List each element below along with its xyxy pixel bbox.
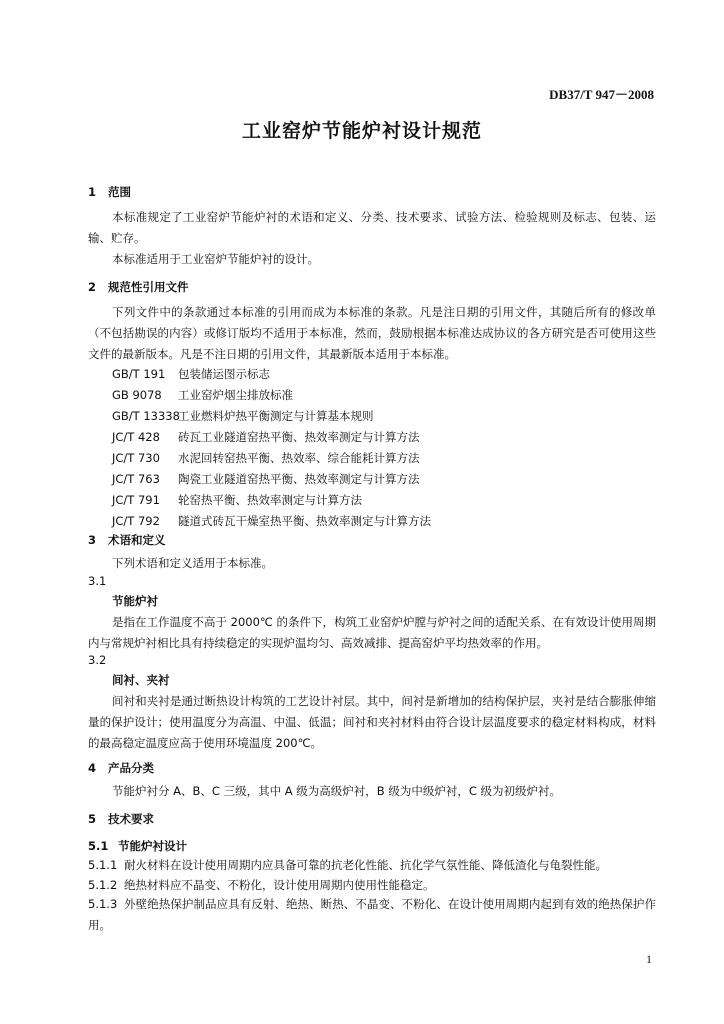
section-number: 3 [88,533,97,547]
reference-item [112,492,362,508]
requirement-text: 外壁绝热保护制品应具有反射、绝热、断热、不晶变、不粉化、在设计使用周期内起到有效的绝热保护作用。 [88,897,656,932]
reference-code: JC/T 791 [112,493,160,507]
section-5-heading [88,811,154,827]
reference-title: 砖瓦工业隧道窑热平衡、热效率测定与计算方法 [178,430,420,444]
section-number: 1 [88,185,97,199]
section-3-heading [88,532,166,548]
term-name: 间衬、夹衬 [112,673,170,687]
document-title: 工业窑炉节能炉衬设计规范 [241,120,482,142]
reference-item [112,450,420,466]
term-number: 3.1 [88,574,107,588]
term-number: 3.2 [88,653,107,667]
reference-item [112,429,420,445]
requirement-item [88,857,607,873]
subsection-title: 节能炉衬设计 [118,839,187,853]
reference-code: GB/T 191 [112,367,166,381]
subsection-number: 5.1 [88,839,109,853]
reference-item [112,366,270,382]
reference-code: JC/T 428 [112,430,160,444]
reference-item [112,387,293,403]
reference-title: 工业燃料炉热平衡测定与计算基本规则 [178,409,374,423]
section-2-heading [88,279,189,295]
reference-code: GB/T 13338 [112,409,180,423]
section-title: 范围 [108,185,131,199]
reference-code: GB 9078 [112,388,162,402]
section-number: 4 [88,761,97,775]
section-4-paragraph-1: 节能炉衬分 A、B、C 三级，其中 A 级为高级炉衬，B 级为中级炉衬，C 级为初级炉衬。 [112,784,562,798]
reference-item [112,408,374,424]
term-name: 节能炉衬 [112,594,158,608]
section-number: 2 [88,280,97,294]
section-title: 产品分类 [108,761,154,775]
term-definition: 间衬和夹衬是通过断热设计构筑的工艺设计衬层。其中，间衬是新增加的结构保护层，夹衬是结合膨胀伸缩量的保护设计；使用温度分为高温、中温、低温；间衬和夹衬材料由符合设计层温度要求的稳定材料构成，材料的最高稳定温度应高于使用环境温度 200℃。 [88,694,656,750]
reference-item [112,513,431,529]
reference-code: JC/T 730 [112,451,160,465]
subsection-heading [88,838,187,854]
term-definition: 是指在工作温度不高于 2000℃ 的条件下，构筑工业窑炉炉膛与炉衬之间的适配关系、在有效设计使用周期内与常规炉衬相比具有持续稳定的实现炉温均匀、高效减排、提高窑炉平均热效率的作用。 [88,615,656,650]
requirement-item [88,894,656,936]
standard-code: DB37/T 947－2008 [549,87,654,102]
reference-title: 包装储运图示标志 [178,367,270,381]
reference-item [112,471,420,487]
section-title: 规范性引用文件 [108,280,189,294]
reference-title: 工业窑炉烟尘排放标准 [178,388,293,402]
requirement-number: 5.1.2 [88,878,118,892]
section-3-paragraph-1: 下列术语和定义适用于本标准。 [112,556,273,570]
requirement-number: 5.1.3 [88,897,118,911]
requirement-text: 绝热材料应不晶变、不粉化，设计使用周期内使用性能稳定。 [124,878,435,892]
requirement-text: 耐火材料在设计使用周期内应具备可靠的抗老化性能、抗化学气氛性能、降低渣化与龟裂性能。 [124,858,607,872]
reference-title: 陶瓷工业隧道窑热平衡、热效率测定与计算方法 [178,472,420,486]
section-2-paragraph-1: 下列文件中的条款通过本标准的引用而成为本标准的条款。凡是注日期的引用文件，其随后所有的修改单（不包括勘误的内容）或修订版均不适用于本标准，然而，鼓励根据本标准达成协议的各方研究是否可使用这些文件的最新版本。凡是不注日期的引用文件，其最新版本适用于本标准。 [88,305,656,361]
section-title: 术语和定义 [108,533,166,547]
reference-code: JC/T 792 [112,514,160,528]
section-1-paragraph-2: 本标准适用于工业窑炉节能炉衬的设计。 [112,252,319,266]
reference-code: JC/T 763 [112,472,160,486]
section-number: 5 [88,812,97,826]
reference-title: 水泥回转窑热平衡、热效率、综合能耗计算方法 [178,451,420,465]
requirement-item [88,877,435,893]
reference-title: 轮窑热平衡、热效率测定与计算方法 [178,493,362,507]
section-4-heading [88,760,154,776]
section-1-heading [88,184,131,200]
section-title: 技术要求 [108,812,154,826]
section-1-paragraph-1: 本标准规定了工业窑炉节能炉衬的术语和定义、分类、技术要求、试验方法、检验规则及标志、包装、运输、贮存。 [88,210,656,245]
page-number: 1 [646,952,652,966]
reference-title: 隧道式砖瓦干燥室热平衡、热效率测定与计算方法 [178,514,431,528]
requirement-number: 5.1.1 [88,858,118,872]
